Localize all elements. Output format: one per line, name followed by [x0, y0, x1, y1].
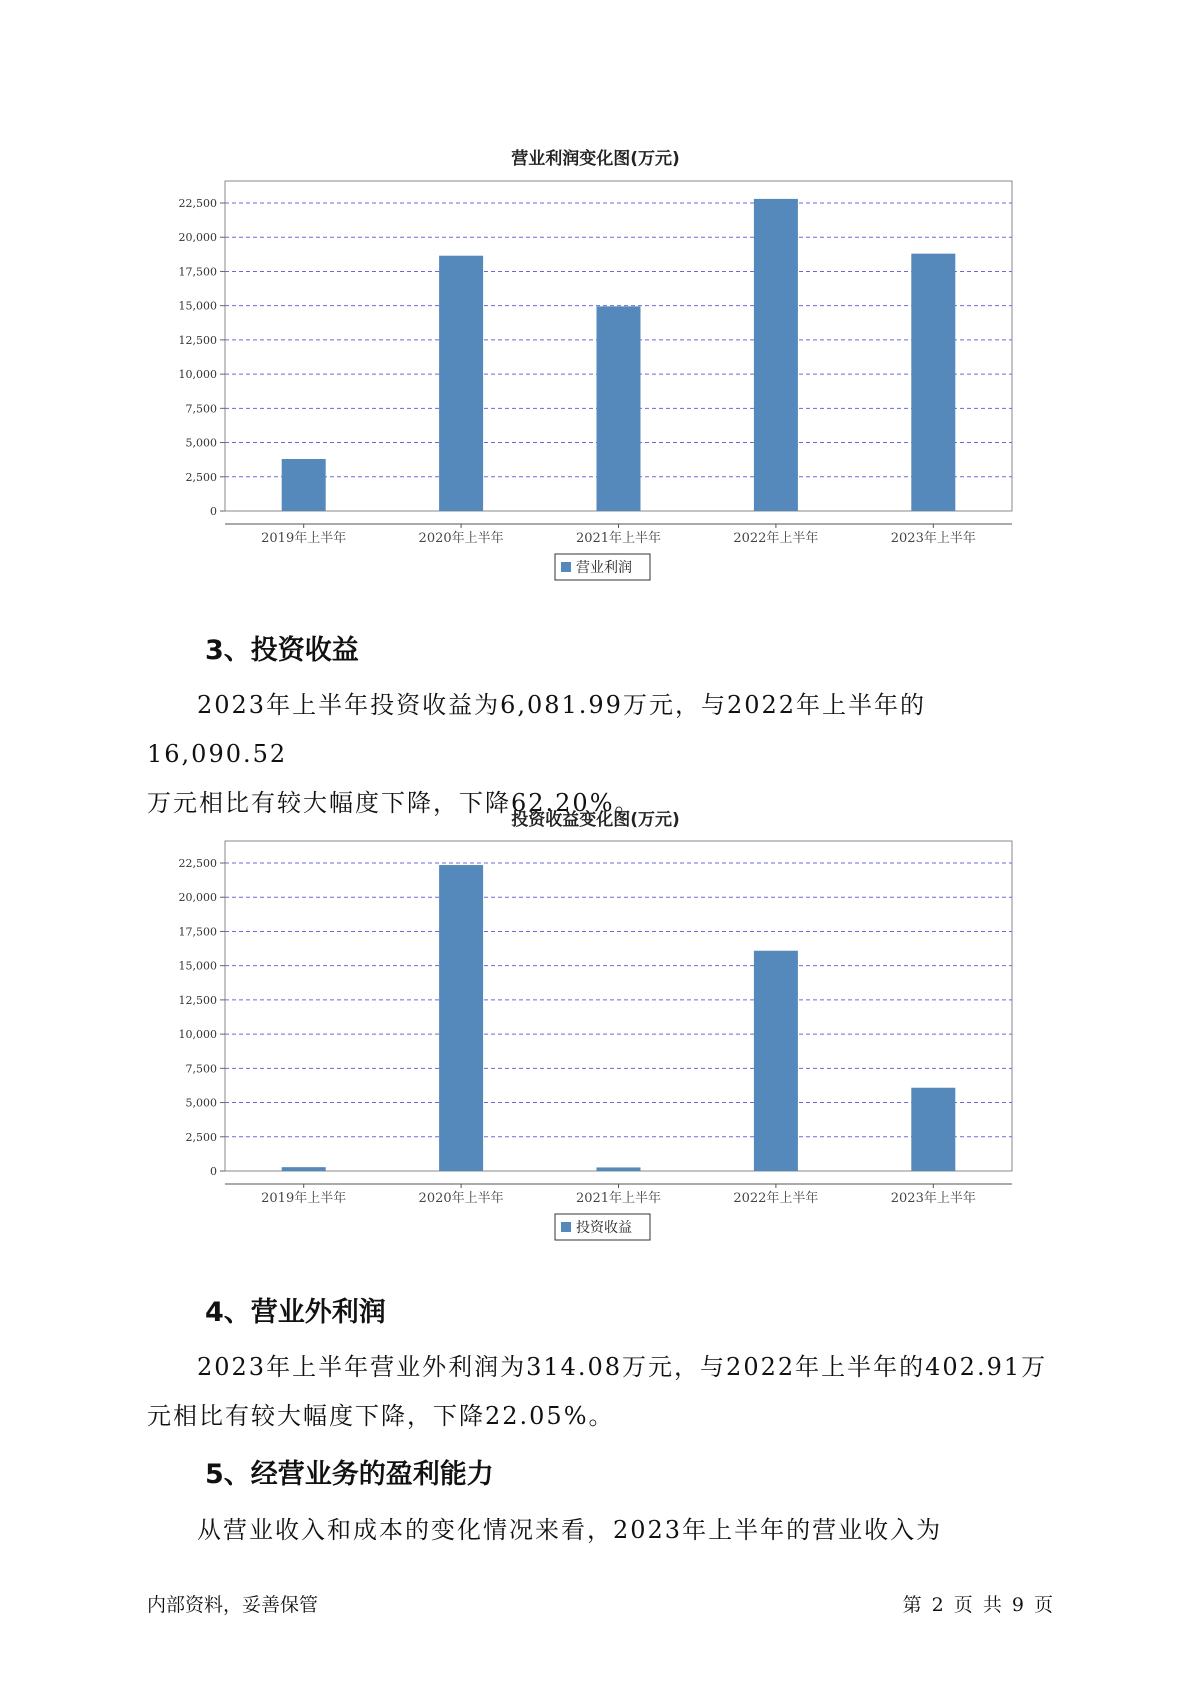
chart1-bar [282, 459, 326, 511]
section5-paragraph [147, 1506, 1052, 1555]
chart1-x-tick-label: 2022年上半年 [733, 531, 819, 546]
chart1-title: 营业利润变化图(万元) [511, 149, 680, 169]
chart1-y-tick-label: 0 [210, 505, 217, 518]
chart2-y-tick-label: 15,000 [178, 959, 217, 973]
footer-page-number: 第 2 页 共 9 页 [902, 1594, 1053, 1616]
section3-line2: 万元相比有较大幅度下降，下降62.20%。 [147, 789, 641, 817]
chart2-y-tick-label: 0 [210, 1165, 217, 1178]
section5-heading: 5、经营业务的盈利能力 [205, 1459, 494, 1490]
section4-paragraph [147, 1343, 1052, 1441]
chart2-x-tick-label: 2021年上半年 [575, 1191, 662, 1206]
chart2-y-tick-label: 20,000 [178, 891, 217, 905]
chart2-y-tick-label: 17,500 [178, 925, 217, 939]
chart2-plot-area [225, 841, 1012, 1171]
chart2-bar [597, 1167, 641, 1171]
chart2-title: 投资收益变化图(万元) [511, 810, 680, 830]
section3-line1: 2023年上半年投资收益为6,081.99万元，与2022年上半年的16,090.52 [147, 691, 927, 768]
chart1-bar [597, 306, 641, 511]
chart2-y-tick-label: 7,500 [185, 1062, 217, 1076]
chart2-legend-label: 投资收益 [576, 1220, 632, 1236]
chart1-bar [754, 199, 798, 511]
chart2-x-tick-label: 2020年上半年 [418, 1191, 504, 1206]
chart2-legend-swatch [561, 1222, 571, 1232]
chart2-bar [439, 865, 483, 1171]
chart1-x-tick-label: 2019年上半年 [261, 531, 347, 546]
chart1-y-tick-label: 2,500 [185, 470, 217, 484]
chart1-y-tick-label: 12,500 [178, 333, 217, 347]
section4-line1: 2023年上半年营业外利润为314.08万元，与2022年上半年的402.91万 [197, 1353, 1048, 1381]
chart1-y-tick-label: 7,500 [185, 402, 217, 416]
chart2-x-tick-label: 2019年上半年 [261, 1191, 347, 1206]
section5-line1: 从营业收入和成本的变化情况来看，2023年上半年的营业收入为 [197, 1516, 943, 1544]
chart1-legend-label: 营业利润 [576, 560, 632, 576]
investment-income-chart [0, 830, 1191, 1260]
chart1-x-tick-label: 2021年上半年 [575, 531, 662, 546]
chart1-y-tick-label: 17,500 [178, 265, 217, 279]
chart2-bar [911, 1088, 955, 1171]
footer-confidential: 内部资料，妥善保管 [147, 1594, 319, 1616]
section3-heading: 3、投资收益 [205, 635, 359, 666]
chart1-y-tick-label: 5,000 [185, 436, 217, 450]
section4-heading: 4、营业外利润 [205, 1297, 386, 1328]
chart2-bar [754, 951, 798, 1171]
chart2-y-tick-label: 12,500 [178, 993, 217, 1007]
chart1-x-tick-label: 2023年上半年 [890, 531, 976, 546]
chart2-y-tick-label: 2,500 [185, 1130, 217, 1144]
chart2-y-tick-label: 5,000 [185, 1096, 217, 1110]
operating-profit-chart [0, 170, 1191, 600]
chart1-bar [911, 254, 955, 511]
chart1-y-tick-label: 10,000 [178, 368, 217, 382]
chart2-y-tick-label: 22,500 [178, 857, 217, 870]
chart1-y-tick-label: 20,000 [178, 231, 217, 245]
chart1-y-tick-label: 22,500 [178, 197, 217, 210]
chart1-y-tick-label: 15,000 [178, 299, 217, 313]
section4-line2: 元相比有较大幅度下降，下降22.05%。 [147, 1402, 615, 1430]
chart2-x-tick-label: 2023年上半年 [890, 1191, 976, 1206]
chart2-bar [282, 1167, 326, 1171]
chart2-y-tick-label: 10,000 [178, 1028, 217, 1042]
chart1-x-tick-label: 2020年上半年 [418, 531, 504, 546]
chart1-legend-swatch [561, 562, 571, 572]
chart2-x-tick-label: 2022年上半年 [733, 1191, 819, 1206]
chart1-bar [439, 256, 483, 511]
